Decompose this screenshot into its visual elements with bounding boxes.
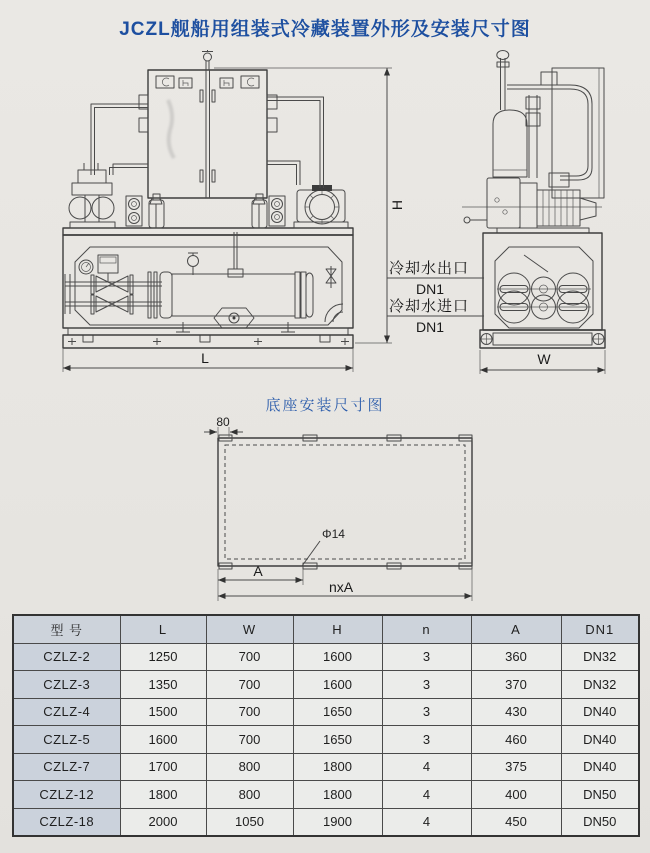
- value-cell: DN40: [561, 726, 639, 754]
- front-view-drawing: [63, 50, 405, 372]
- dim-label-L: L: [201, 350, 209, 366]
- value-cell: DN40: [561, 753, 639, 781]
- side-view-drawing: [462, 51, 605, 375]
- page-title: JCZL舰船用组装式冷藏装置外形及安装尺寸图: [119, 19, 531, 40]
- value-cell: 3: [382, 643, 471, 671]
- hole-callout: [302, 527, 345, 566]
- model-cell: CZLZ-2: [13, 643, 120, 671]
- dim-label-H: H: [389, 199, 405, 211]
- table-row: [13, 643, 639, 671]
- value-cell: 375: [471, 753, 561, 781]
- value-cell: 4: [382, 781, 471, 809]
- cooling-port-labels: [387, 260, 484, 335]
- base-mounting-diagram: [0, 412, 650, 610]
- value-cell: 700: [206, 671, 293, 699]
- table-row: [13, 671, 639, 699]
- dim-label-A: A: [253, 563, 263, 579]
- value-cell: 3: [382, 671, 471, 699]
- table-row: [13, 698, 639, 726]
- header-model: 型 号: [13, 615, 120, 643]
- value-cell: 1800: [293, 753, 382, 781]
- value-cell: 1350: [120, 671, 206, 699]
- model-cell: CZLZ-12: [13, 781, 120, 809]
- model-cell: CZLZ-5: [13, 726, 120, 754]
- unit-outline-drawing: [0, 50, 650, 385]
- value-cell: 450: [471, 808, 561, 836]
- value-cell: 370: [471, 671, 561, 699]
- value-cell: 1800: [120, 781, 206, 809]
- value-cell: 1600: [293, 643, 382, 671]
- value-cell: 3: [382, 698, 471, 726]
- dim-label-W: W: [537, 351, 551, 367]
- value-cell: DN32: [561, 671, 639, 699]
- base-diagram-heading: 底座安装尺寸图: [265, 397, 385, 414]
- cooling-water-outlet-label: 冷却水出口: [389, 260, 470, 277]
- model-cell: CZLZ-18: [13, 808, 120, 836]
- header-H: H: [293, 615, 382, 643]
- table-row: [13, 808, 639, 836]
- value-cell: 1600: [120, 726, 206, 754]
- table-row: [13, 726, 639, 754]
- value-cell: 1900: [293, 808, 382, 836]
- value-cell: 1050: [206, 808, 293, 836]
- value-cell: 4: [382, 808, 471, 836]
- header-n: n: [382, 615, 471, 643]
- value-cell: DN40: [561, 698, 639, 726]
- value-cell: 1250: [120, 643, 206, 671]
- header-A: A: [471, 615, 561, 643]
- value-cell: 700: [206, 643, 293, 671]
- cooling-water-inlet-label: 冷却水进口: [389, 298, 470, 315]
- value-cell: 1650: [293, 698, 382, 726]
- value-cell: 1700: [120, 753, 206, 781]
- dim-label-hole: Φ14: [322, 527, 345, 541]
- header-DN1: DN1: [561, 615, 639, 643]
- value-cell: 2000: [120, 808, 206, 836]
- value-cell: DN50: [561, 808, 639, 836]
- cooling-water-inlet-size: DN1: [416, 319, 445, 335]
- dim-80: [204, 415, 243, 437]
- table-header-row: [13, 615, 639, 643]
- model-cell: CZLZ-3: [13, 671, 120, 699]
- dim-label-nxA: nxA: [328, 579, 354, 595]
- base-plate-outline: [218, 435, 472, 569]
- value-cell: 800: [206, 781, 293, 809]
- value-cell: 1800: [293, 781, 382, 809]
- header-W: W: [206, 615, 293, 643]
- header-L: L: [120, 615, 206, 643]
- value-cell: 1600: [293, 671, 382, 699]
- value-cell: 400: [471, 781, 561, 809]
- model-cell: CZLZ-4: [13, 698, 120, 726]
- value-cell: 1650: [293, 726, 382, 754]
- value-cell: DN50: [561, 781, 639, 809]
- value-cell: 3: [382, 726, 471, 754]
- cooling-water-outlet-size: DN1: [416, 281, 445, 297]
- value-cell: 700: [206, 726, 293, 754]
- value-cell: 1500: [120, 698, 206, 726]
- model-cell: CZLZ-7: [13, 753, 120, 781]
- value-cell: 4: [382, 753, 471, 781]
- table-row: [13, 781, 639, 809]
- table-row: [13, 753, 639, 781]
- value-cell: 430: [471, 698, 561, 726]
- value-cell: 460: [471, 726, 561, 754]
- dim-label-80: 80: [216, 415, 230, 429]
- value-cell: DN32: [561, 643, 639, 671]
- spec-table: [12, 614, 640, 837]
- value-cell: 800: [206, 753, 293, 781]
- value-cell: 360: [471, 643, 561, 671]
- value-cell: 700: [206, 698, 293, 726]
